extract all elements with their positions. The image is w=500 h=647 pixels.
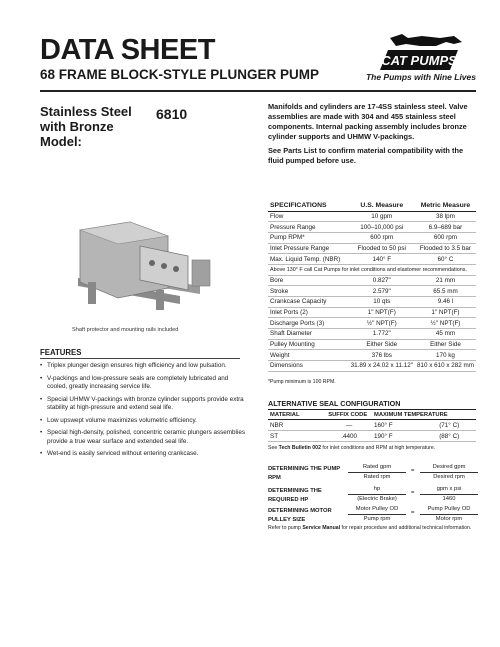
- spec-header: Metric Measure: [415, 201, 476, 211]
- alt-seal-cell: (71° C): [422, 420, 476, 431]
- fraction-denominator: (Electric Brake): [357, 496, 397, 502]
- formula-label: DETERMINING THE PUMP RPM: [268, 466, 341, 481]
- alt-seal-cell: 190° F: [372, 431, 422, 442]
- image-caption: Shaft protector and mounting rails included: [72, 327, 179, 333]
- header-rule: [40, 90, 476, 92]
- formula-right-fraction: [420, 505, 478, 524]
- formula-left-fraction: [348, 485, 406, 504]
- spec-label: Pump RPM*: [268, 232, 349, 243]
- specifications-table: [268, 201, 476, 372]
- feature-item: • Low upswept volume maximizes volumetric efficiency.: [40, 417, 250, 425]
- alt-note-pre: See: [268, 445, 279, 451]
- pump-image: [60, 208, 220, 318]
- spec-value: 1" NPT(F): [415, 307, 476, 318]
- spec-label: Inlet Pressure Range: [268, 243, 349, 254]
- inlet-port: [161, 263, 167, 269]
- spec-label: Weight: [268, 350, 349, 361]
- spec-value: 10 gpm: [349, 211, 415, 222]
- formula-left-fraction: [348, 463, 406, 482]
- service-manual-ref: Service Manual: [302, 525, 341, 531]
- feature-item: • Special UHMW V-packings with bronze cylinder supports provide extra stability at high-pressure and extend seal life.: [40, 396, 250, 413]
- model-label: Stainless Steel with Bronze Model:: [40, 104, 132, 149]
- support-leg: [88, 282, 96, 304]
- fraction-numerator: hp: [348, 485, 406, 495]
- alt-seal-row: [268, 420, 476, 431]
- alt-seal-cell: .4400: [326, 431, 372, 442]
- alt-seal-table: [268, 409, 476, 442]
- spec-value: 600 rpm: [415, 232, 476, 243]
- spec-label: Pressure Range: [268, 222, 349, 233]
- spec-row: [268, 329, 476, 340]
- spec-header-row: [268, 201, 476, 211]
- spec-label: Bore: [268, 275, 349, 286]
- alt-body: [268, 420, 476, 442]
- alt-seal-cell: (88° C): [422, 431, 476, 442]
- model-number: 6810: [156, 106, 188, 122]
- refer-post: for repair procedure and additional technical information.: [340, 525, 472, 531]
- spec-value: ½" NPT(F): [349, 318, 415, 329]
- fraction-numerator: Motor Pulley OD: [348, 505, 406, 515]
- spec-row: [268, 318, 476, 329]
- shaft-protector: [192, 260, 210, 286]
- spec-value: 6.9–689 bar: [415, 222, 476, 233]
- inlet-port: [173, 266, 179, 272]
- spec-value: 31.89 x 24.02 x 11.12": [350, 362, 413, 370]
- alt-header: MAXIMUM TEMPERATURE: [372, 410, 476, 420]
- spec-value: 10 qts: [349, 297, 415, 308]
- alt-seal-cell: —: [326, 420, 372, 431]
- spec-label: Inlet Ports (2): [268, 307, 349, 318]
- spec-value: 140° F: [349, 254, 415, 265]
- spec-row: [268, 254, 476, 265]
- cat-silhouette: [390, 34, 462, 46]
- logo-lettering: CAT PUMPS: [381, 53, 457, 68]
- spec-value: Either Side: [415, 339, 476, 350]
- spec-row: [268, 307, 476, 318]
- spec-row: [268, 297, 476, 308]
- alt-note-post: for inlet conditions and RPM at high temperature.: [320, 445, 436, 451]
- spec-row: [268, 286, 476, 297]
- logo-tagline: The Pumps with Nine Lives: [365, 72, 476, 82]
- spec-value: 810 x 610 x 282 mm: [416, 362, 474, 370]
- features-list: [40, 362, 250, 463]
- alt-seal-cell: NBR: [268, 420, 326, 431]
- spec-row: [268, 361, 476, 372]
- spec-body-a: [268, 211, 476, 264]
- formula-left-fraction: [348, 505, 406, 524]
- spec-value: 0.827": [349, 275, 415, 286]
- alt-seal-note: [268, 445, 435, 451]
- support-leg: [156, 290, 164, 310]
- formula-label: DETERMINING THE REQUIRED HP: [268, 488, 322, 503]
- alt-seal-heading: ALTERNATIVE SEAL CONFIGURATION: [268, 399, 401, 408]
- material-description: [268, 102, 478, 170]
- fraction-numerator: Rated gpm: [348, 463, 406, 473]
- spec-value: 100–10,000 psi: [349, 222, 415, 233]
- fraction-denominator: 1460: [442, 496, 456, 502]
- spec-value: 45 mm: [415, 329, 476, 340]
- feature-item: • Special high-density, polished, concentric ceramic plungers assemblies provide a true wear surface and extended seal life.: [40, 429, 250, 446]
- spec-row: [268, 350, 476, 361]
- spec-value: 376 lbs: [349, 350, 415, 361]
- fraction-numerator: Desired gpm: [420, 463, 478, 473]
- spec-row: [268, 211, 476, 222]
- formula-right-fraction: [420, 485, 478, 504]
- spec-value: 170 kg: [415, 350, 476, 361]
- feature-item: • Triplex plunger design ensures high efficiency and low pulsation.: [40, 362, 250, 370]
- refer-pre: Refer to pump: [268, 525, 303, 531]
- feature-item: • Wet-end is easily serviced without entering crankcase.: [40, 450, 250, 458]
- spec-value: 1.772": [349, 329, 415, 340]
- spec-value: 600 rpm: [349, 232, 415, 243]
- alt-header: MATERIAL: [268, 410, 326, 420]
- alt-seal-row: [268, 431, 476, 442]
- spec-label: Discharge Ports (3): [268, 318, 349, 329]
- spec-value: 21 mm: [415, 275, 476, 286]
- spec-value: Either Side: [349, 339, 415, 350]
- spec-value: 9.46 l: [415, 297, 476, 308]
- fraction-denominator: Pump rpm: [363, 516, 391, 522]
- alt-seal-cell: ST: [268, 431, 326, 442]
- spec-header: SPECIFICATIONS: [268, 201, 349, 211]
- feature-item: • V-packings and low-pressure seals are completely lubricated and cooled, greatly increasing service life.: [40, 375, 250, 392]
- equals-sign: =: [411, 490, 415, 496]
- service-manual-note: [268, 525, 471, 531]
- tech-bulletin-ref: Tech Bulletin 002: [278, 445, 321, 451]
- spec-body-b: [268, 275, 476, 371]
- spec-note-row: [268, 264, 476, 275]
- spec-value: ½" NPT(F): [415, 318, 476, 329]
- features-rule: [40, 358, 240, 359]
- spec-header: U.S. Measure: [349, 201, 415, 211]
- equals-sign: =: [411, 510, 415, 516]
- spec-value: 65.5 mm: [415, 286, 476, 297]
- fraction-numerator: gpm x psi: [420, 485, 478, 495]
- alt-seal-cell: 160° F: [372, 420, 422, 431]
- spec-row: [268, 222, 476, 233]
- spec-value: 2.579": [349, 286, 415, 297]
- fraction-denominator: Rated rpm: [363, 474, 391, 480]
- spec-footnote: *Pump minimum is 100 RPM.: [268, 379, 336, 385]
- spec-label: Dimensions: [268, 361, 349, 372]
- inlet-port: [149, 260, 155, 266]
- spec-label: Max. Liquid Temp. (NBR): [268, 254, 349, 265]
- equals-sign: =: [411, 468, 415, 474]
- formula-label: DETERMINING MOTOR PULLEY SIZE: [268, 508, 332, 523]
- spec-value: Flooded to 50 psi: [349, 243, 415, 254]
- spec-label: Flow: [268, 211, 349, 222]
- spec-value: Flooded to 3.5 bar: [415, 243, 476, 254]
- page-subtitle: 68 FRAME BLOCK-STYLE PLUNGER PUMP: [40, 67, 320, 82]
- spec-label: Shaft Diameter: [268, 329, 349, 340]
- spec-value: 60° C: [415, 254, 476, 265]
- spec-note: Above 130° F call Cat Pumps for inlet conditions and elastomer recommendations.: [268, 264, 476, 275]
- fraction-numerator: Pump Pulley OD: [420, 505, 478, 515]
- alt-header: SUFFIX CODE: [326, 410, 372, 420]
- fraction-denominator: Motor rpm: [435, 516, 463, 522]
- fraction-denominator: Desired rpm: [433, 474, 465, 480]
- spec-label: Stroke: [268, 286, 349, 297]
- description-compatibility: See Parts List to confirm material compatibility with the fluid pumped before use.: [268, 146, 464, 165]
- spec-row: [268, 232, 476, 243]
- spec-row: [268, 275, 476, 286]
- spec-label: Crankcase Capacity: [268, 297, 349, 308]
- spec-value: 1" NPT(F): [349, 307, 415, 318]
- page-title: DATA SHEET: [40, 34, 215, 66]
- spec-label: Pulley Mounting: [268, 339, 349, 350]
- spec-row: [268, 339, 476, 350]
- features-heading: FEATURES: [40, 348, 82, 357]
- description-materials: Manifolds and cylinders are 17-4SS stainless steel. Valve assemblies are made with 304 and 455 stainless steel components. Internal packing assembly includes bronze cylinder supports and UHMW V-packings.: [268, 102, 468, 141]
- alt-header-row: [268, 410, 476, 420]
- spec-value: 38 lpm: [415, 211, 476, 222]
- spec-row: [268, 243, 476, 254]
- formula-right-fraction: [420, 463, 478, 482]
